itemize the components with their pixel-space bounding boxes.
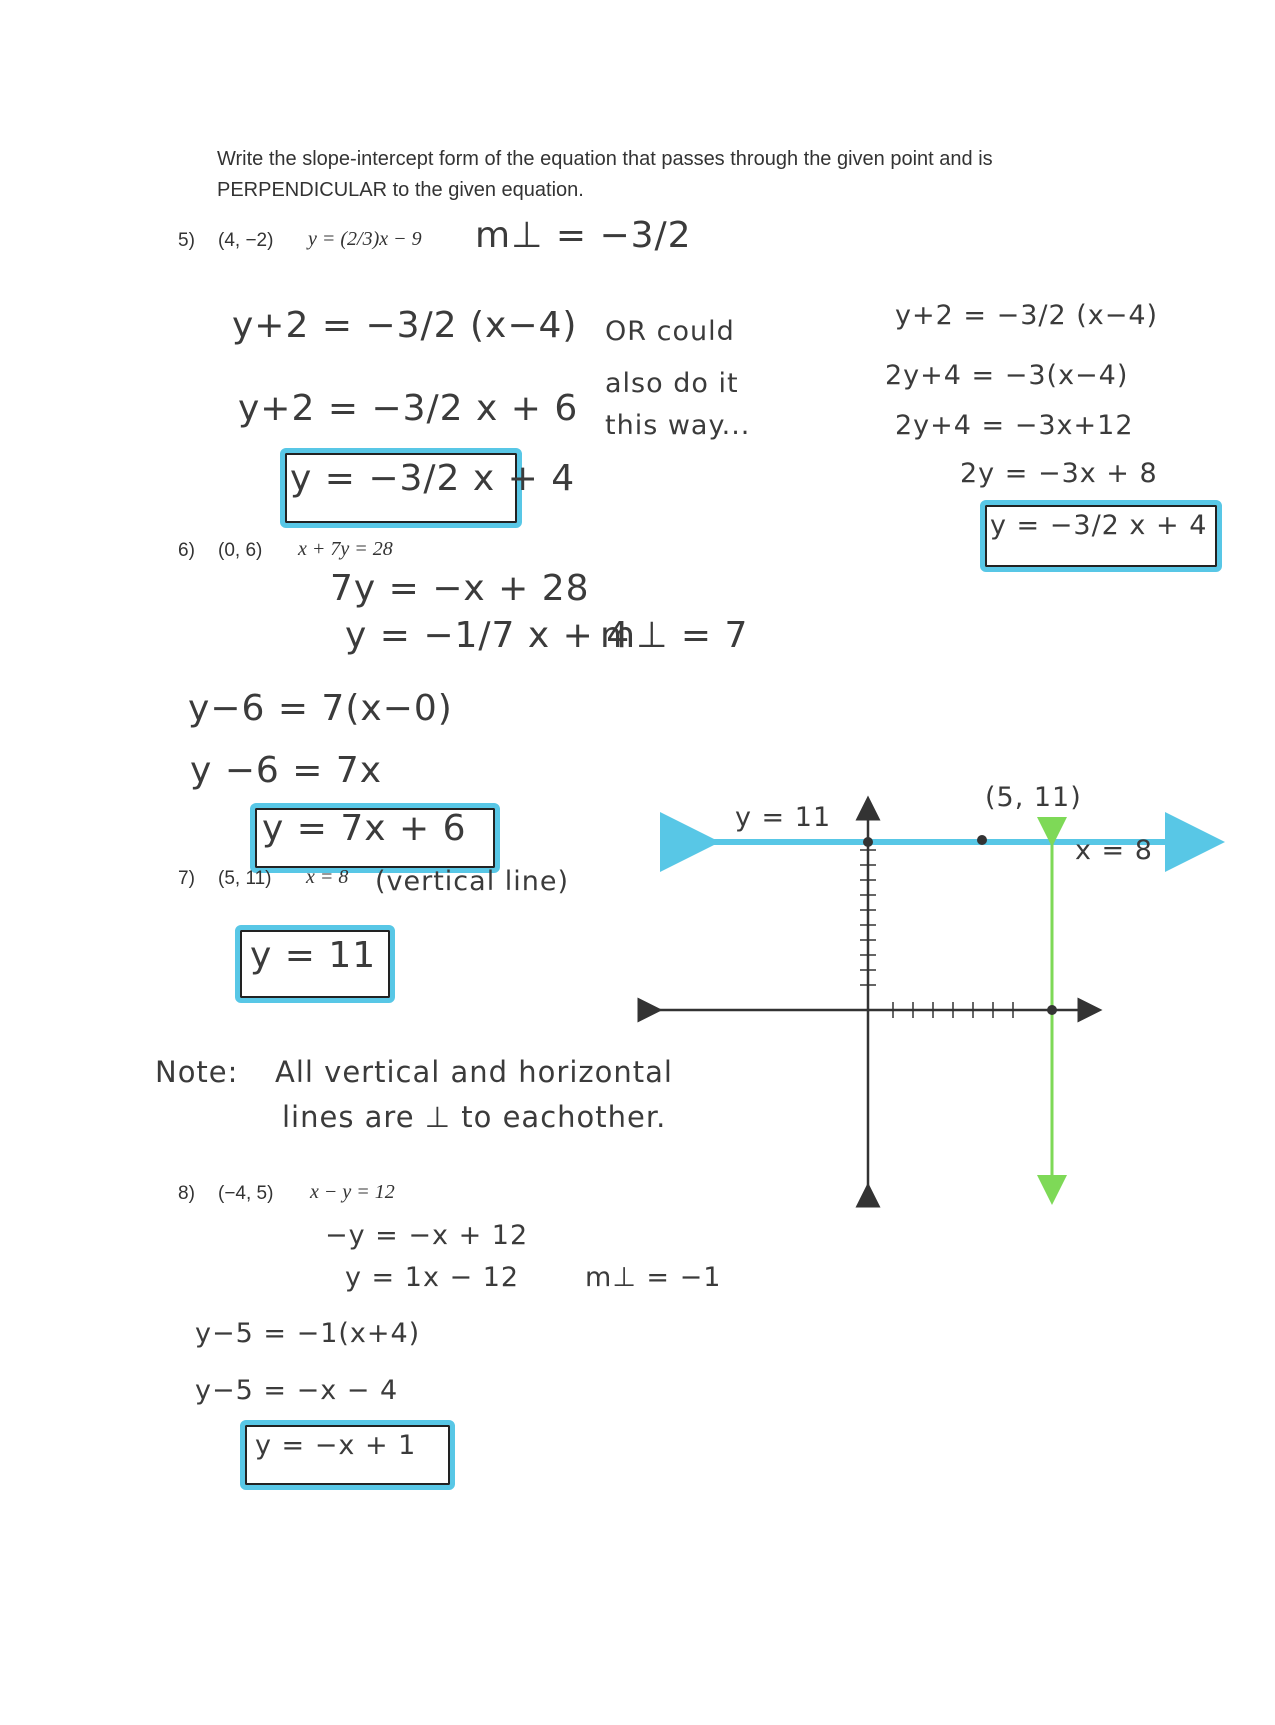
- problem-8-work-1: −y = −x + 12: [325, 1220, 529, 1251]
- problem-6-number: 6): [178, 540, 195, 561]
- problem-5-alt-label-2: also do it: [605, 368, 739, 399]
- problem-5-alt-label-1: OR could: [605, 316, 735, 347]
- problem-5-alt-answer: y = −3/2 x + 4: [990, 510, 1208, 541]
- problem-8-work-4: y−5 = −x − 4: [195, 1375, 399, 1406]
- problem-8-point: (−4, 5): [218, 1183, 274, 1204]
- point-x-intercept: [1047, 1005, 1057, 1015]
- problem-8-work-3: y−5 = −1(x+4): [195, 1318, 421, 1349]
- instructions-line-1: Write the slope-intercept form of the equation that passes through the given point and is: [217, 148, 993, 170]
- problem-6-equation: x + 7y = 28: [298, 538, 393, 560]
- problem-5-alt-work-2: 2y+4 = −3(x−4): [885, 360, 1129, 391]
- problem-5-slope-note: m⊥ = −3/2: [475, 215, 692, 256]
- problem-7-answer: y = 11: [250, 935, 377, 976]
- problem-7-point: (5, 11): [218, 868, 272, 889]
- problem-5-answer: y = −3/2 x + 4: [290, 458, 576, 499]
- problem-6-slope-note: m⊥ = 7: [600, 615, 749, 656]
- point-y-intercept: [863, 837, 873, 847]
- problem-7-number: 7): [178, 868, 195, 889]
- problem-5-point: (4, −2): [218, 230, 274, 251]
- problem-8-equation: x − y = 12: [310, 1181, 395, 1203]
- problem-7-equation: x = 8: [306, 866, 349, 888]
- note-line-2: lines are ⊥ to eachother.: [282, 1100, 667, 1134]
- note-line-1: All vertical and horizontal: [275, 1055, 673, 1089]
- problem-6-work-4: y −6 = 7x: [190, 750, 383, 791]
- problem-5-work-2: y+2 = −3/2 x + 6: [238, 388, 579, 429]
- problem-5-alt-work-4: 2y = −3x + 8: [960, 458, 1158, 489]
- graph-label-point: (5, 11): [985, 782, 1082, 813]
- problem-5-work-1: y+2 = −3/2 (x−4): [232, 305, 578, 346]
- problem-6-work-3: y−6 = 7(x−0): [188, 688, 453, 729]
- problem-6-work-2: y = −1/7 x + 4: [345, 615, 631, 656]
- instructions-line-2: PERPENDICULAR to the given equation.: [217, 179, 584, 201]
- problem-8-number: 8): [178, 1183, 195, 1204]
- problem-5-number: 5): [178, 230, 195, 251]
- problem-8-slope-note: m⊥ = −1: [585, 1262, 722, 1293]
- graph-label-x8: x = 8: [1075, 835, 1153, 866]
- problem-8-work-2: y = 1x − 12: [345, 1262, 520, 1293]
- problem-5-alt-label-3: this way...: [605, 410, 751, 441]
- graph-label-y11: y = 11: [735, 802, 832, 833]
- problem-5-alt-work-3: 2y+4 = −3x+12: [895, 410, 1134, 441]
- problem-7-annotation: (vertical line): [375, 866, 570, 897]
- note-label: Note:: [155, 1055, 239, 1089]
- problem-8-answer: y = −x + 1: [255, 1430, 417, 1461]
- problem-6-point: (0, 6): [218, 540, 263, 561]
- problem-6-answer: y = 7x + 6: [262, 808, 467, 849]
- point-5-11: [977, 835, 987, 845]
- problem-5-equation: y = (2/3)x − 9: [308, 228, 422, 250]
- problem-6-work-1: 7y = −x + 28: [330, 568, 590, 609]
- problem-5-alt-work-1: y+2 = −3/2 (x−4): [895, 300, 1159, 331]
